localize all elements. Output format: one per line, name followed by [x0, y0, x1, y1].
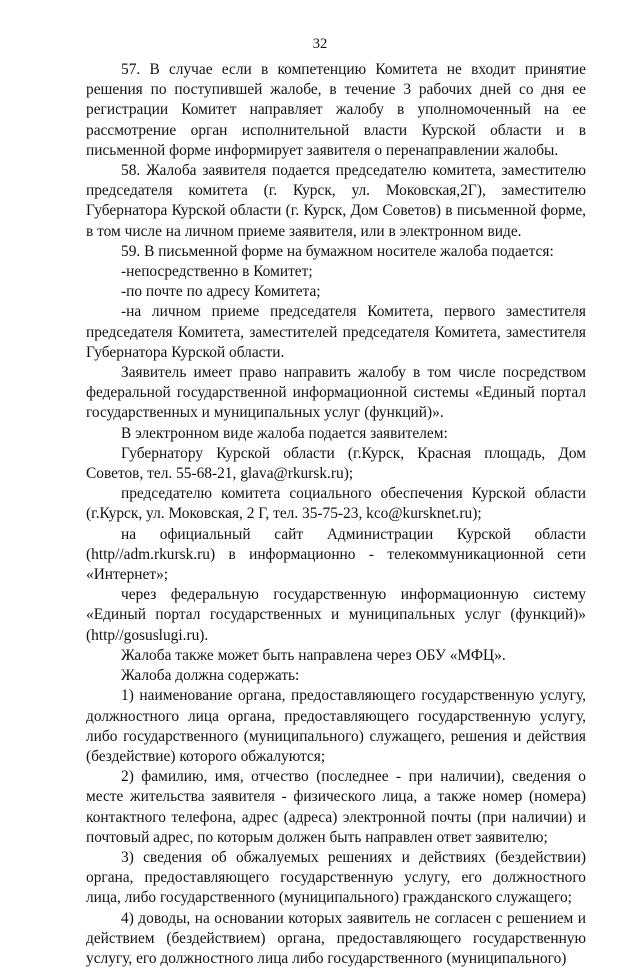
list-item-governor: Губернатору Курской области (г.Курск, Красная площадь, Дом Советов, тел. 55-68-21, glava@rkursk.ru); — [86, 444, 586, 483]
list-item-personal-reception: -на личном приеме председателя Комитета, первого заместителя председателя Комитета, заместителей председателя Комитета, заместителя Губернатора Курской области. — [86, 303, 586, 361]
paragraph-federal-portal-right: Заявитель имеет право направить жалобу в том числе посредством федеральной государственной информационной системы «Единый портал государственных и муниципальных услуг (функций)». — [86, 364, 586, 422]
paragraph-57: 57. В случае если в компетенцию Комитета не входит принятие решения по поступившей жалобе, в течение 3 рабочих дней со дня ее регистрации Комитет направляет жалобу в уполномоченный на ее рассмотрение орган исполнительной власти Курской области и в письменной форме информирует заявителя о перенаправлении жалобы. — [86, 61, 586, 159]
paragraph-59: 59. В письменной форме на бумажном носителе жалоба подается: — [121, 242, 554, 260]
list-item-3: 3) сведения об обжалуемых решениях и действиях (бездействии) органа, предоставляющего государственную услугу, его должностного лица, либо государственного (муниципального) гражданского служащего; — [86, 848, 586, 907]
list-item-post: -по почте по адресу Комитета; — [121, 283, 321, 301]
list-item-1: 1) наименование органа, предоставляющего государственную услугу, должностного лица органа, предоставляющего государственную услугу, либо государственного (муниципального) служащего, решения и действия (бездействие) которого обжалуются; — [86, 687, 586, 765]
paragraph-electronic-submission: В электронном виде жалоба подается заявителем: — [121, 424, 448, 442]
list-item-2: 2) фамилию, имя, отчество (последнее - при наличии), сведения о месте жительства заявителя - физического лица, а также номер (номера) контактного телефона, адрес (адреса) электронной почты (при наличии) и почтовый адрес, по которым должен быть направлен ответ заявителю; — [86, 768, 586, 846]
list-item-committee: -непосредственно в Комитет; — [121, 263, 313, 281]
paragraph-58: 58. Жалоба заявителя подается председателю комитета, заместителю председателя комитета (г. Курск, ул. Моковская,2Г), заместителю Губернатора Курской области (г. Курск, Дом Советов) в письменной форме, в том числе на личном приеме заявителя, или в электронном виде. — [86, 162, 586, 240]
list-item-committee-chair: председателю комитета социального обеспечения Курской области (г.Курск, ул. Моковская, 2 Г, тел. 35-75-23, kco@kursknet.ru); — [86, 485, 586, 523]
list-item-official-site: на официальный сайт Администрации Курской области (http//adm.rkursk.ru) в информационно - телекоммуникационной сети «Интернет»; — [86, 525, 586, 584]
document-body — [86, 60, 586, 969]
paragraph-contents-intro: Жалоба должна содержать: — [121, 667, 300, 685]
list-item-gosuslugi: через федеральную государственную информационную систему «Единый портал государственных и муниципальных услуг (функций)» (http//gosuslugi.ru). — [86, 586, 586, 644]
list-item-4: 4) доводы, на основании которых заявитель не согласен с решением и действием (бездействием) органа, предоставляющего государственную услугу, его должностного лица либо государственного (муниципального) — [86, 909, 586, 967]
paragraph-mfc: Жалоба также может быть направлена через ОБУ «МФЦ». — [121, 646, 506, 664]
page-number: 32 — [312, 36, 328, 52]
